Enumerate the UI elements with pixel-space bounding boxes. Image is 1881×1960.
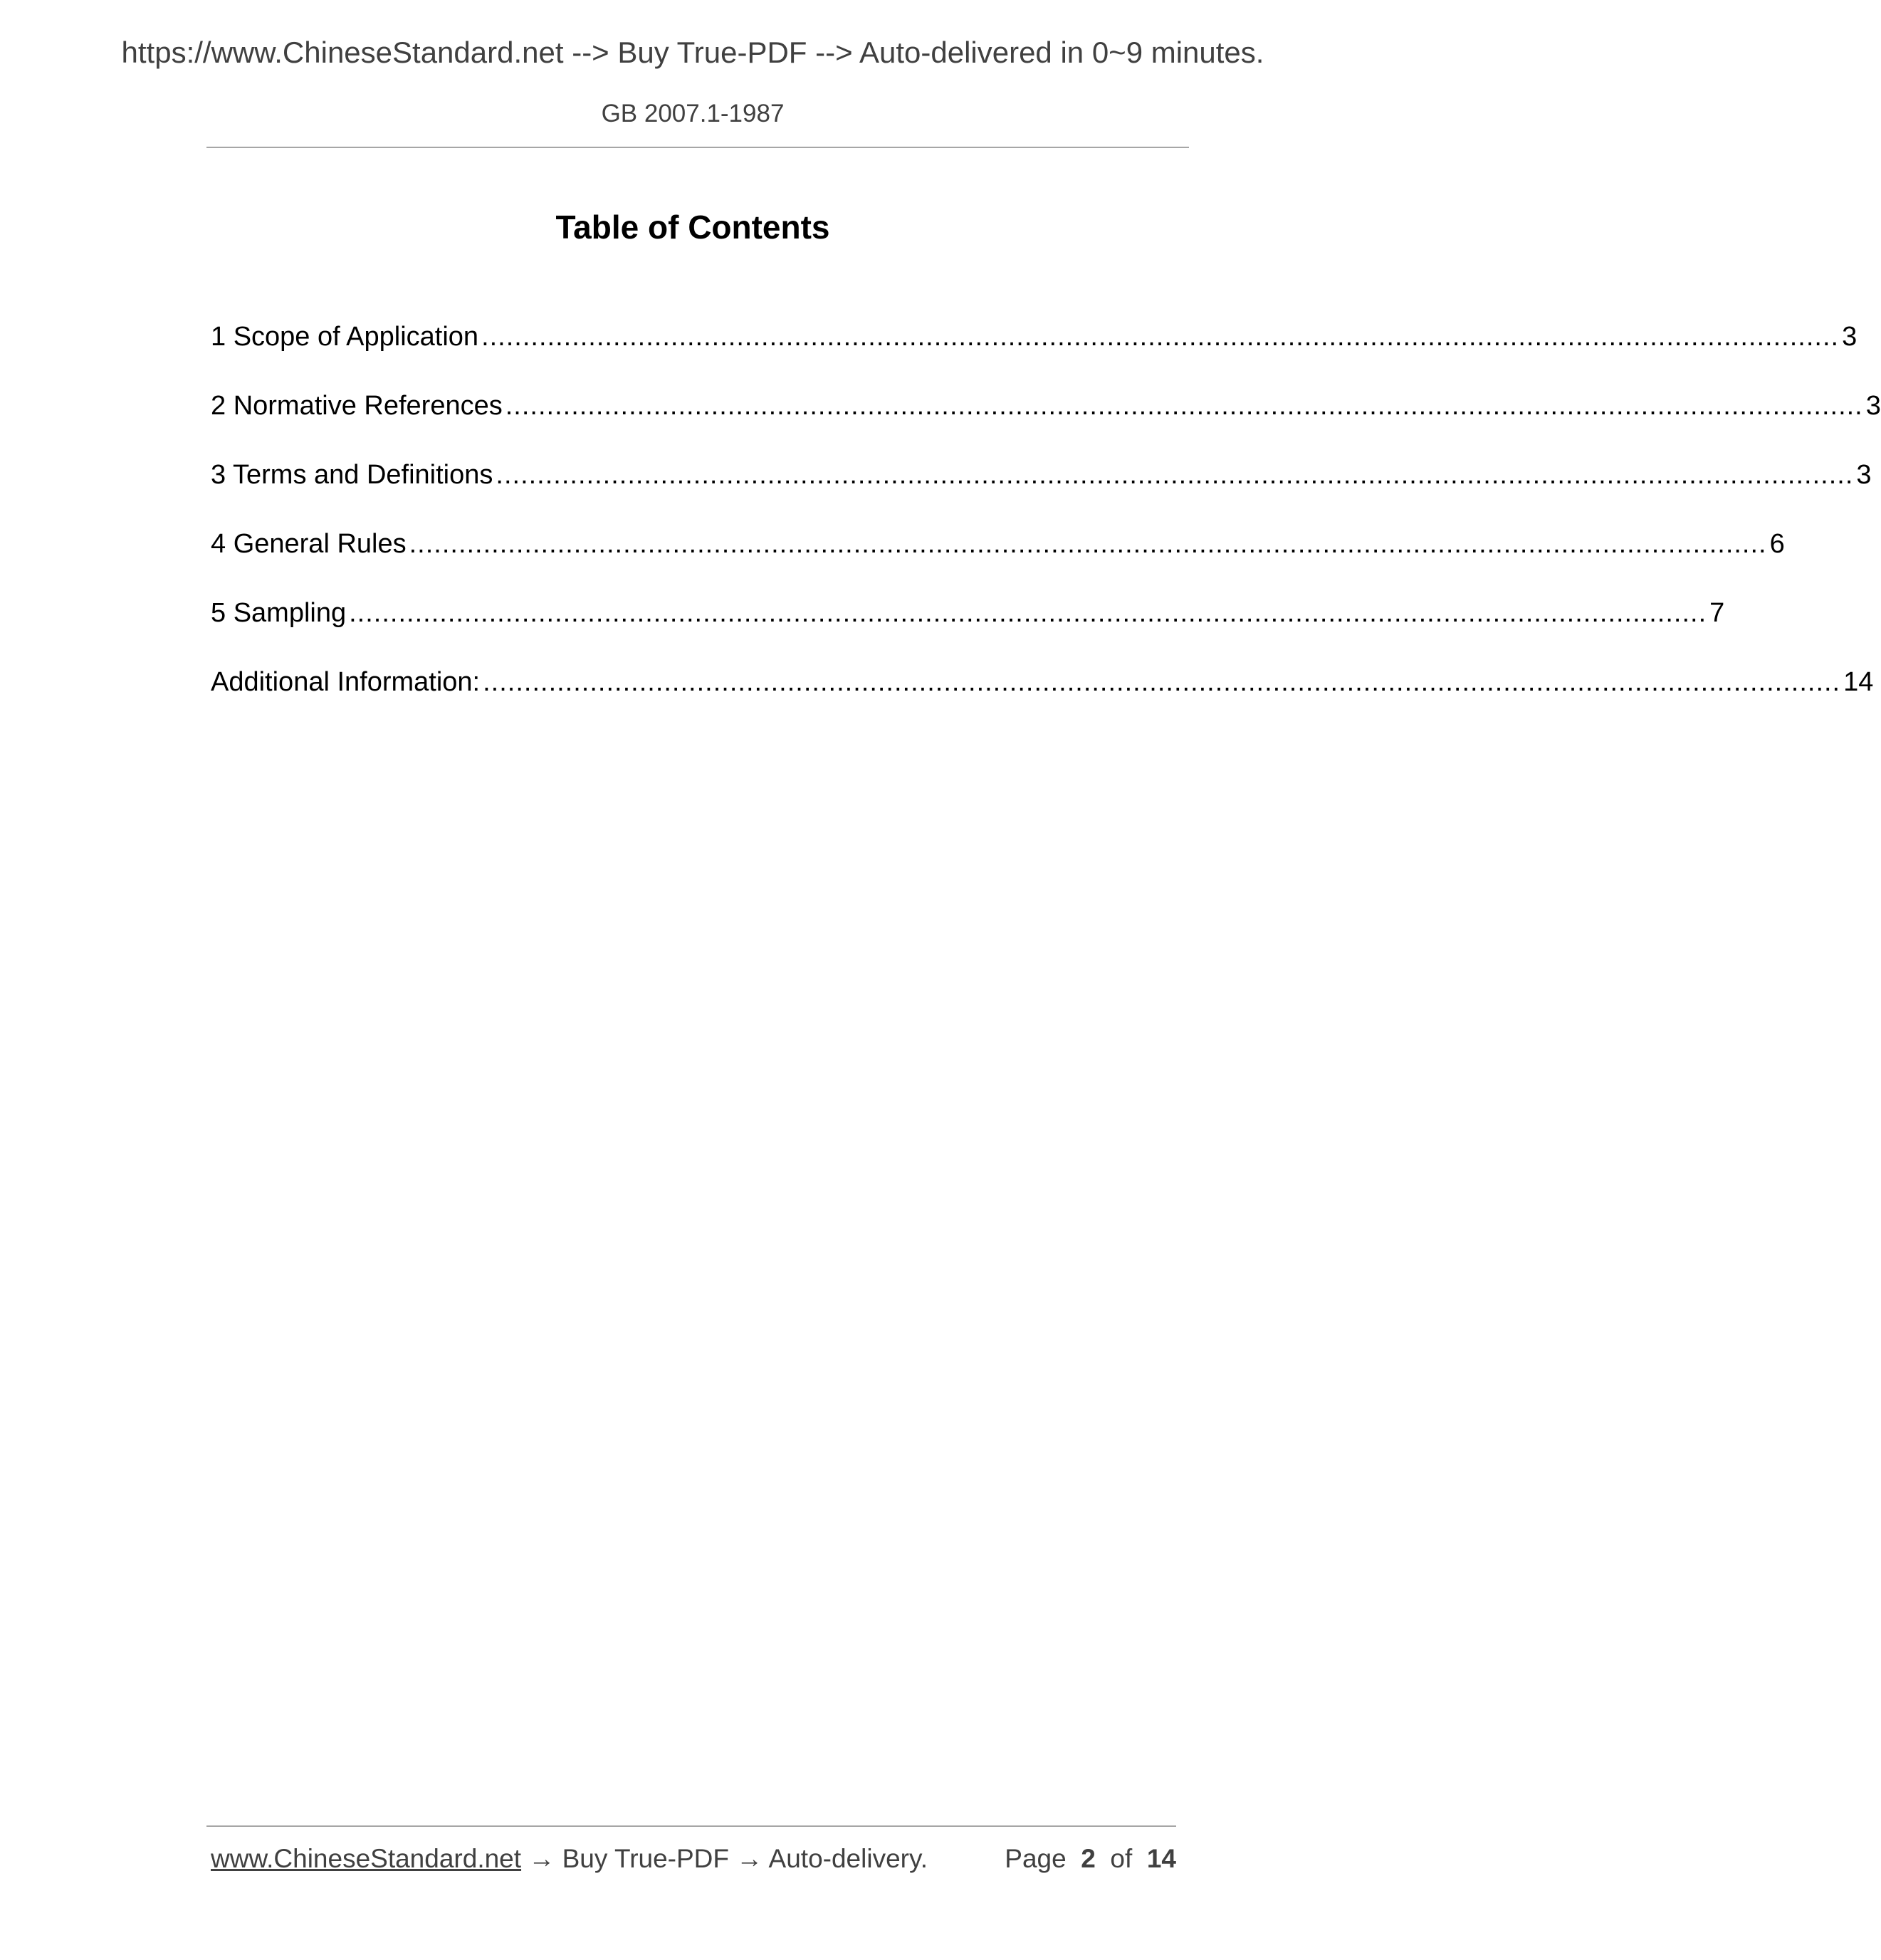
- toc-dot-leader: .....................................................................................................................................................................: [349, 598, 1707, 628]
- toc-entry-general-rules[interactable]: [211, 529, 1785, 598]
- toc-entry-label: 4 General Rules: [211, 529, 407, 559]
- total-pages: 14: [1146, 1844, 1176, 1873]
- toc-dot-leader: .....................................................................................................................................................................: [409, 529, 1767, 559]
- toc-entry-sampling[interactable]: [211, 598, 1725, 667]
- toc-entry-label: 1 Scope of Application: [211, 322, 479, 352]
- table-of-contents: [211, 322, 1881, 736]
- current-page: 2: [1081, 1844, 1096, 1873]
- footer-divider: [206, 1825, 1176, 1827]
- top-banner: https://www.ChineseStandard.net --> Buy True-PDF --> Auto-delivered in 0~9 minutes.: [121, 36, 1264, 69]
- toc-entry-normative-references[interactable]: [211, 391, 1881, 460]
- toc-entry-scope[interactable]: [211, 322, 1858, 391]
- toc-entry-page: 3: [1865, 391, 1881, 421]
- header-divider: [206, 147, 1189, 148]
- toc-entry-page: 14: [1843, 667, 1874, 697]
- toc-entry-label: 3 Terms and Definitions: [211, 460, 493, 490]
- delivery-text: Auto-delivery.: [768, 1844, 928, 1873]
- document-code: GB 2007.1-1987: [601, 100, 785, 127]
- arrow-right-icon: →: [736, 1844, 763, 1873]
- toc-dot-leader: .....................................................................................................................................................................: [496, 460, 1854, 490]
- page-label: Page: [1005, 1844, 1067, 1873]
- arrow-right-icon: →: [528, 1844, 555, 1873]
- toc-dot-leader: .....................................................................................................................................................................: [483, 667, 1841, 697]
- toc-entry-page: 7: [1709, 598, 1725, 628]
- footer-promo: [211, 1844, 928, 1874]
- of-label: of: [1110, 1844, 1133, 1873]
- toc-entry-label: Additional Information:: [211, 667, 481, 697]
- toc-entry-page: 6: [1769, 529, 1785, 559]
- toc-title: Table of Contents: [555, 209, 830, 246]
- buy-text: Buy True-PDF: [562, 1844, 730, 1873]
- toc-dot-leader: .....................................................................................................................................................................: [505, 391, 1863, 421]
- toc-entry-additional-information[interactable]: [211, 667, 1874, 736]
- toc-entry-label: 5 Sampling: [211, 598, 347, 628]
- toc-entry-terms-definitions[interactable]: [211, 460, 1872, 529]
- page-number: [1005, 1844, 1176, 1874]
- toc-entry-page: 3: [1856, 460, 1872, 490]
- toc-entry-label: 2 Normative References: [211, 391, 503, 421]
- toc-entry-page: 3: [1842, 322, 1858, 352]
- toc-dot-leader: .....................................................................................................................................................................: [481, 322, 1840, 352]
- site-link[interactable]: www.ChineseStandard.net: [211, 1844, 522, 1873]
